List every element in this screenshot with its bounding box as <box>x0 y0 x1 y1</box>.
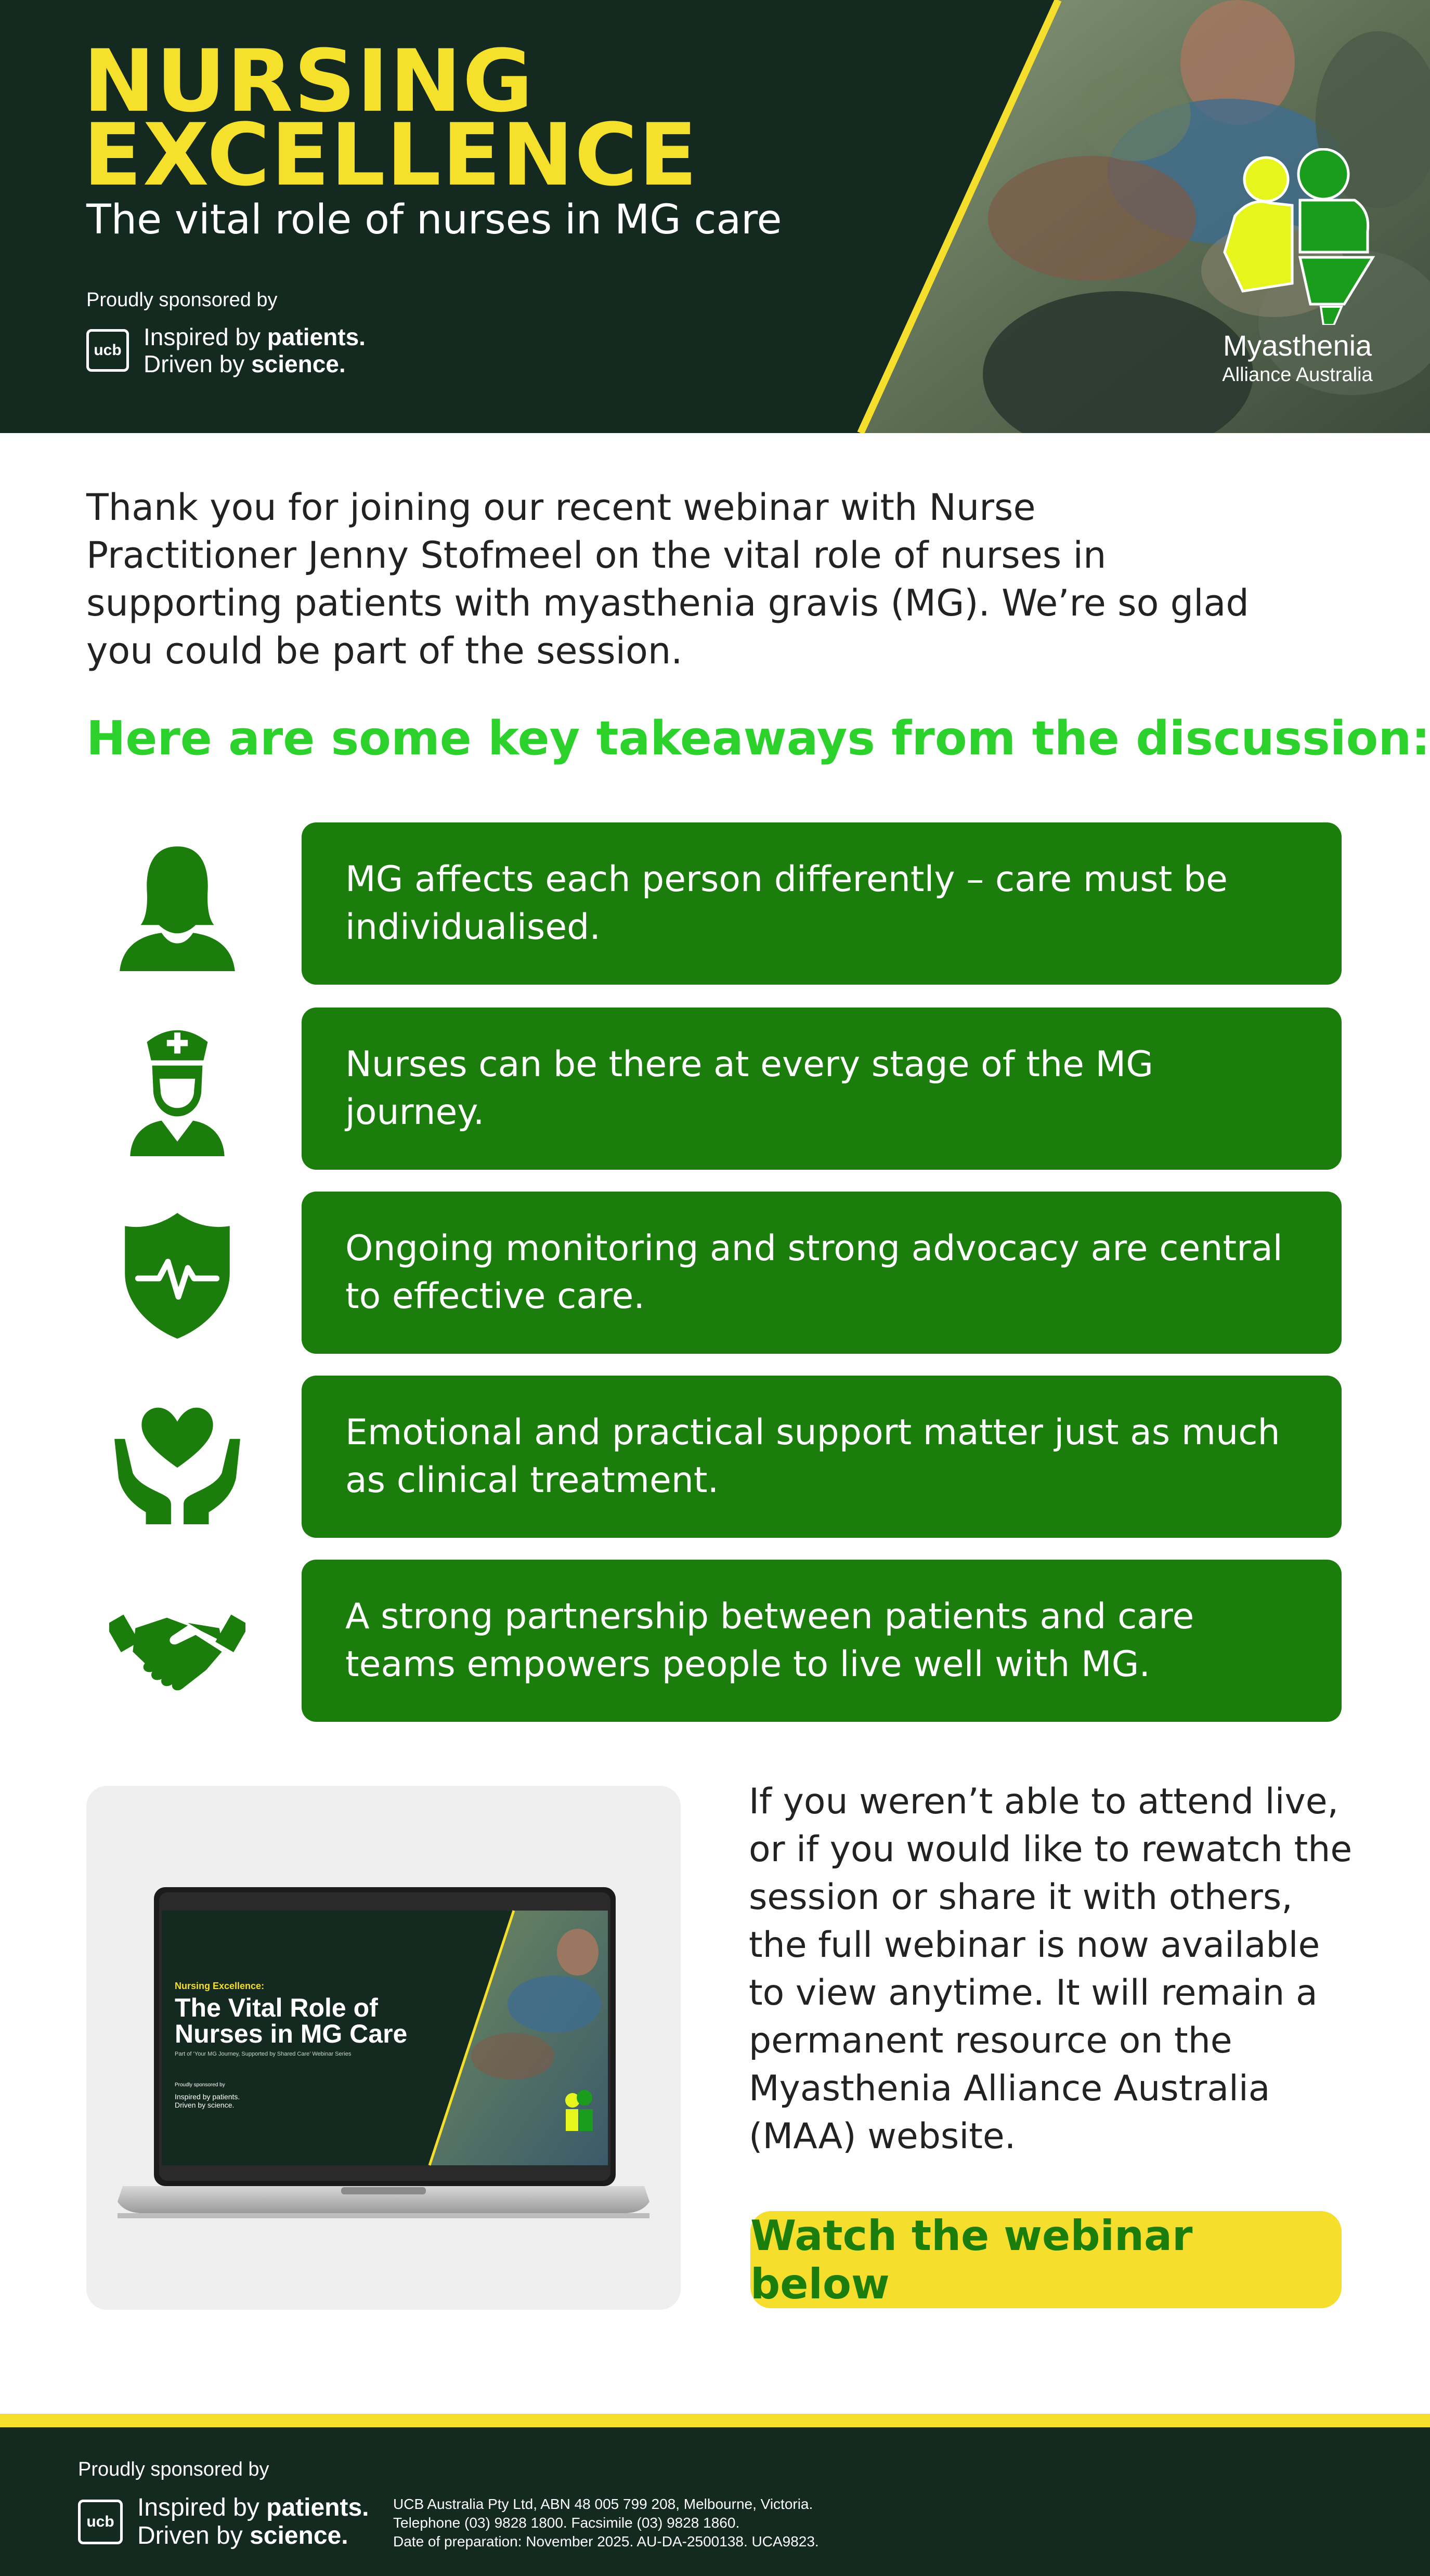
takeaway-text: Nurses can be there at every stage of the MG journey. <box>345 1044 1153 1133</box>
page-subtitle: The vital role of nurses in MG care <box>86 197 782 243</box>
takeaway-text: A strong partnership between patients and care teams empowers people to live well with MG. <box>345 1596 1194 1685</box>
takeaway-box <box>302 1376 1342 1538</box>
ucb-tagline <box>144 323 366 377</box>
footer-accent-bar <box>0 2414 1430 2427</box>
takeaway-text: MG affects each person differently – care must be individualised. <box>345 859 1228 948</box>
woman-icon <box>109 836 245 972</box>
laptop-screen-kicker: Nursing Excellence: <box>175 1981 265 1991</box>
laptop-screen-title <box>175 1995 407 2047</box>
watch-webinar-button[interactable]: Watch the webinar below <box>750 2211 1342 2308</box>
takeaway-box <box>302 1560 1342 1722</box>
takeaway-text: Ongoing monitoring and strong advocacy are central to effective care. <box>345 1228 1283 1317</box>
takeaway-box <box>302 822 1342 985</box>
title-line-1: NURSING <box>83 31 534 131</box>
takeaways-heading: Here are some key takeaways from the discussion: <box>86 711 1430 766</box>
footer-ucb-logo <box>78 2494 369 2550</box>
footer-ucb-line1-bold: patients. <box>266 2494 369 2521</box>
laptop-screen-ucb <box>175 2093 240 2109</box>
laptop-ucb-line1: Inspired by patients. <box>175 2093 240 2101</box>
takeaway-box <box>302 1192 1342 1354</box>
watch-paragraph: If you weren’t able to attend live, or if you would like to rewatch the session or share it with others, the full webinar is now available to view anytime. It will remain a permanent resource on the Myasthenia Alliance Australia (MAA) website. <box>749 1781 1353 2157</box>
legal-line-1: UCB Australia Pty Ltd, ABN 48 005 799 208, Melbourne, Victoria. <box>393 2496 813 2512</box>
page-title <box>83 31 698 205</box>
footer <box>0 2427 1430 2576</box>
footer-ucb-line2-bold: science. <box>250 2522 348 2549</box>
maa-logo-icon <box>1219 148 1378 325</box>
takeaway-item <box>0 1008 1430 1170</box>
intro-paragraph: Thank you for joining our recent webinar with Nurse Practitioner Jenny Stofmeel on the vital role of nurses in supporting patients with myasthenia gravis (MG). We’re so glad you could be part of the session. <box>86 486 1249 672</box>
ucb-logo <box>86 323 366 377</box>
takeaway-item <box>0 1192 1430 1354</box>
ucb-line1-prefix: Inspired by <box>144 323 267 350</box>
footer-ucb-line1-prefix: Inspired by <box>137 2494 267 2521</box>
handshake-icon <box>109 1573 245 1709</box>
takeaway-text: Emotional and practical support matter just as much as clinical treatment. <box>345 1412 1280 1501</box>
laptop-screen-sponsor: Proudly sponsored by <box>175 2082 225 2088</box>
title-line-2: EXCELLENCE <box>83 105 698 205</box>
legal-line-3: Date of preparation: November 2025. AU-DA-2500138. UCA9823. <box>393 2533 819 2549</box>
footer-sponsor-label: Proudly sponsored by <box>78 2459 269 2480</box>
footer-ucb-line2-prefix: Driven by <box>137 2522 250 2549</box>
maa-subtitle: Alliance Australia <box>1222 364 1373 386</box>
ucb-line1-bold: patients. <box>267 323 366 350</box>
takeaway-item <box>0 1376 1430 1538</box>
ucb-line2-prefix: Driven by <box>144 350 252 377</box>
laptop-ucb-line2: Driven by science. <box>175 2101 235 2109</box>
maa-name: Myasthenia <box>1223 329 1372 362</box>
takeaway-item <box>0 822 1430 985</box>
shield-heartbeat-icon <box>109 1205 245 1341</box>
webinar-laptop-card <box>86 1786 681 2310</box>
footer-ucb-tagline <box>137 2494 369 2550</box>
ucb-line2-bold: science. <box>251 350 346 377</box>
laptop-title-line1: The Vital Role of <box>175 1993 378 2022</box>
sponsor-label: Proudly sponsored by <box>86 289 278 311</box>
laptop-title-line2: Nurses in MG Care <box>175 2019 408 2048</box>
footer-ucb-mark-icon: ucb <box>78 2500 123 2544</box>
header-banner <box>0 0 1430 433</box>
takeaway-box <box>302 1008 1342 1170</box>
nurse-icon <box>109 1021 245 1157</box>
footer-legal-text <box>393 2495 819 2551</box>
hands-heart-icon <box>109 1389 245 1525</box>
laptop-screen-series: Part of ‘Your MG Journey, Supported by Shared Care’ Webinar Series <box>175 2051 352 2057</box>
takeaway-item <box>0 1560 1430 1722</box>
ucb-mark-icon: ucb <box>86 329 129 372</box>
legal-line-2: Telephone (03) 9828 1800. Facsimile (03) 9828 1860. <box>393 2515 740 2531</box>
